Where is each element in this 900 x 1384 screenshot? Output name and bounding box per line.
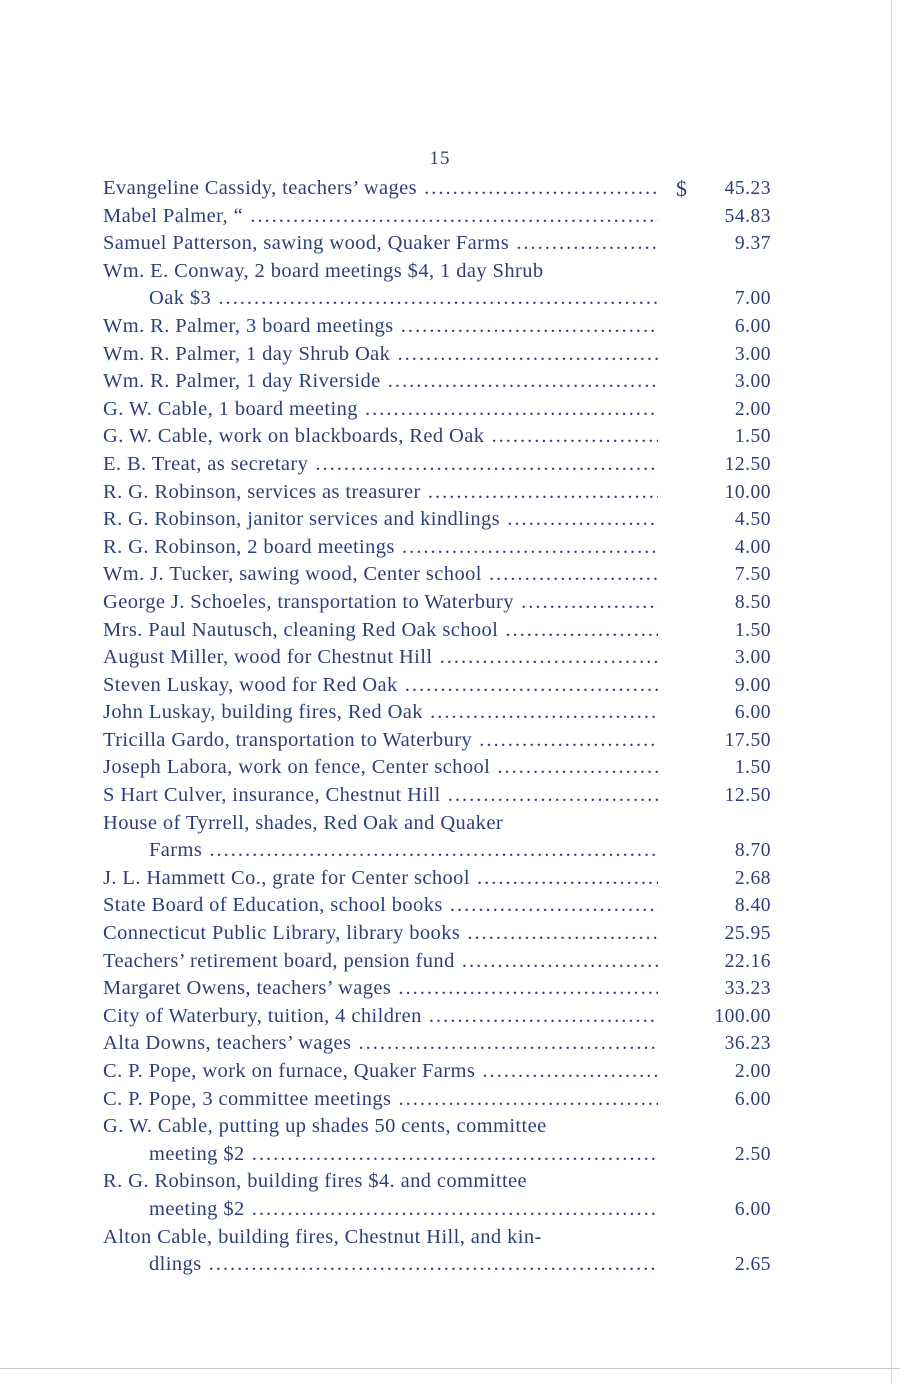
entry-description-text: Wm. J. Tucker, sawing wood, Center school .....: [103, 563, 658, 585]
ledger-entry: [103, 451, 783, 479]
entry-description-text: Steven Luskay, wood for Red Oak .....: [103, 674, 658, 696]
entry-description-text: Mabel Palmer, “ .....: [103, 205, 658, 227]
entry-description-line1: [103, 506, 658, 534]
ledger-entry: [103, 313, 783, 341]
entry-description-line1: G. W. Cable, putting up shades 50 cents, committee: [103, 1115, 547, 1138]
entry-description: [103, 865, 658, 893]
entry-description-line1: [103, 727, 658, 755]
ledger-entry: [103, 644, 783, 672]
ledger-entry: [103, 1086, 783, 1114]
entry-description-line1: [103, 313, 658, 341]
ledger-entry: [103, 506, 783, 534]
entry-description-text: J. L. Hammett Co., grate for Center school .....: [103, 867, 658, 889]
entry-amount: 3.00: [734, 647, 771, 669]
entry-description-line1: [103, 865, 658, 893]
entry-description-text: Teachers’ retirement board, pension fund .....: [103, 950, 658, 972]
entry-description-text: Wm. R. Palmer, 3 board meetings .....: [103, 315, 658, 337]
entry-description-line1: [103, 782, 658, 810]
entry-description-line1: [103, 1058, 658, 1086]
entry-description: [103, 589, 658, 617]
ledger-entry: [103, 617, 783, 645]
entry-description-line1: [103, 920, 658, 948]
entry-description-text: S Hart Culver, insurance, Chestnut Hill .....: [103, 784, 658, 806]
entry-description-text: R. G. Robinson, 2 board meetings .....: [103, 536, 658, 558]
entry-description: [103, 727, 658, 755]
entry-description: [103, 561, 658, 589]
entry-description-line1: Wm. E. Conway, 2 board meetings $4, 1 day Shrub: [103, 259, 544, 282]
entry-description-text: E. B. Treat, as secretary .....: [103, 453, 658, 475]
entry-description-line1: [103, 617, 658, 645]
entry-amount: 4.00: [734, 536, 771, 558]
entry-amount: 2.65: [734, 1254, 771, 1276]
entry-amount: 12.50: [724, 785, 771, 807]
ledger-entry: [103, 1058, 783, 1086]
entry-amount: 45.23: [724, 178, 771, 199]
entry-description-text: dlings .....: [149, 1253, 658, 1275]
ledger-entry: [103, 341, 783, 369]
entry-description-text: George J. Schoeles, transportation to Waterbury .....: [103, 591, 658, 613]
entry-amount: 9.00: [734, 674, 771, 696]
entry-description-line1: [103, 175, 658, 203]
ledger-entry: [103, 534, 783, 562]
entry-description-text: Oak $3 .....: [149, 287, 658, 309]
entry-description: [103, 1030, 658, 1058]
entry-amount: 9.37: [734, 233, 771, 255]
entry-description: [103, 644, 658, 672]
ledger-entry: [103, 1030, 783, 1058]
entry-description: [103, 1003, 658, 1031]
entry-amount: 36.23: [724, 1033, 771, 1055]
entry-amount: 8.70: [734, 840, 771, 862]
ledger-entry: [103, 203, 783, 231]
entry-description: [103, 810, 658, 865]
entry-description: [103, 782, 658, 810]
entry-description-text: R. G. Robinson, services as treasurer .....: [103, 481, 658, 503]
entry-amount: 7.00: [734, 288, 771, 310]
entry-amount: 17.50: [724, 729, 771, 751]
entry-description-line2: [103, 1196, 658, 1224]
entry-description-text: C. P. Pope, 3 committee meetings .....: [103, 1088, 658, 1110]
entry-description-line1: House of Tyrrell, shades, Red Oak and Quaker: [103, 811, 504, 834]
entry-description-line1: [103, 423, 658, 451]
entry-description-text: Evangeline Cassidy, teachers’ wages .....: [103, 177, 658, 199]
entry-description-line1: [103, 479, 658, 507]
entry-description-text: Tricilla Gardo, transportation to Waterbury .....: [103, 729, 658, 751]
entry-amount: 6.00: [734, 1198, 771, 1220]
entry-description: [103, 368, 658, 396]
ledger-entry: [103, 1168, 783, 1223]
entry-description: [103, 451, 658, 479]
entry-description-text: meeting $2 .....: [149, 1143, 658, 1165]
entry-description-line2: [103, 837, 658, 865]
entry-description-text: G. W. Cable, work on blackboards, Red Oak .....: [103, 425, 658, 447]
entry-description-line1: [103, 589, 658, 617]
entry-description-text: meeting $2 .....: [149, 1198, 658, 1220]
entry-description: [103, 1086, 658, 1114]
entry-description: [103, 754, 658, 782]
entry-description: [103, 506, 658, 534]
entry-description-line1: [103, 699, 658, 727]
entry-description: [103, 230, 658, 258]
entry-amount: 4.50: [734, 509, 771, 531]
entry-description-line1: [103, 451, 658, 479]
entry-description-text: Joseph Labora, work on fence, Center school .....: [103, 756, 658, 778]
page-number: 15: [429, 148, 451, 169]
entry-description: [103, 1224, 658, 1279]
entry-amount: 3.00: [734, 343, 771, 365]
entry-amount: 22.16: [724, 950, 771, 972]
ledger-entry: [103, 175, 783, 203]
entry-description-line1: [103, 892, 658, 920]
ledger-entry: [103, 865, 783, 893]
ledger-entry: [103, 368, 783, 396]
ledger-entry: [103, 810, 783, 865]
ledger-entry: [103, 782, 783, 810]
entry-description-text: G. W. Cable, 1 board meeting .....: [103, 398, 658, 420]
entry-amount: 10.00: [724, 481, 771, 503]
entry-description: [103, 975, 658, 1003]
entry-amount: 2.50: [734, 1143, 771, 1165]
entry-description-text: Alta Downs, teachers’ wages .....: [103, 1032, 658, 1054]
entry-description-line1: [103, 948, 658, 976]
entry-amount: 1.50: [734, 426, 771, 448]
entry-description-line2: [103, 1251, 658, 1279]
ledger-entry: [103, 727, 783, 755]
ledger-entry: [103, 230, 783, 258]
entry-amount: 6.00: [734, 1088, 771, 1110]
ledger-entry: [103, 423, 783, 451]
entry-description-line1: R. G. Robinson, building fires $4. and committee: [103, 1170, 528, 1193]
entry-description-line1: [103, 754, 658, 782]
entry-description: [103, 341, 658, 369]
entry-amount: 2.00: [734, 1061, 771, 1082]
entry-description-text: C. P. Pope, work on furnace, Quaker Farms .....: [103, 1060, 658, 1082]
entry-description: [103, 920, 658, 948]
entry-description: [103, 258, 658, 313]
entry-description-line2: [103, 285, 658, 313]
entry-amount: 6.00: [734, 702, 771, 724]
entry-amount: 2.00: [734, 398, 771, 420]
entry-description: [103, 672, 658, 700]
entry-description-line1: [103, 1030, 658, 1058]
entry-description-text: Wm. R. Palmer, 1 day Shrub Oak .....: [103, 343, 658, 365]
entry-description-line1: [103, 396, 658, 424]
entry-amount: 1.50: [734, 757, 771, 779]
entry-description-text: State Board of Education, school books .....: [103, 894, 658, 916]
ledger-entry: [103, 1003, 783, 1031]
entry-description: [103, 175, 658, 203]
entry-description-line1: [103, 1086, 658, 1114]
entry-description-text: August Miller, wood for Chestnut Hill .....: [103, 646, 658, 668]
ledger-entry: [103, 699, 783, 727]
entry-amount: 25.95: [724, 923, 771, 945]
entry-amount: 54.83: [724, 205, 771, 227]
ledger-entry: [103, 975, 783, 1003]
entry-description: [103, 534, 658, 562]
entry-amount: 8.50: [734, 591, 771, 613]
entry-description-line1: Alton Cable, building fires, Chestnut Hill, and kin-: [103, 1225, 542, 1248]
entry-amount: 7.50: [734, 564, 771, 586]
entry-description-text: Samuel Patterson, sawing wood, Quaker Farms .....: [103, 232, 658, 254]
entry-description-line1: [103, 644, 658, 672]
entry-description-text: Connecticut Public Library, library books .....: [103, 922, 658, 944]
entry-description-line1: [103, 561, 658, 589]
entry-description: [103, 617, 658, 645]
entry-amount: 8.40: [734, 895, 771, 917]
entry-amount: 3.00: [734, 371, 771, 393]
page-bottom-edge: [0, 1368, 900, 1369]
ledger-entry: [103, 1113, 783, 1168]
ledger-entry: [103, 948, 783, 976]
entry-description: [103, 699, 658, 727]
entry-amount: 1.50: [734, 619, 771, 641]
entry-description-line1: [103, 230, 658, 258]
entry-description: [103, 1058, 658, 1086]
entry-description-line1: [103, 534, 658, 562]
ledger-entry: [103, 396, 783, 424]
entry-description: [103, 1168, 658, 1223]
ledger-entry: [103, 561, 783, 589]
entry-description-text: Margaret Owens, teachers’ wages .....: [103, 977, 658, 999]
entry-description: [103, 948, 658, 976]
entry-description-line1: [103, 203, 658, 231]
entry-amount: 12.50: [724, 453, 771, 475]
entry-description-line1: [103, 368, 658, 396]
entry-description-text: Farms .....: [149, 839, 658, 861]
ledger-entry: [103, 479, 783, 507]
entry-description-line1: [103, 1003, 658, 1031]
page-right-edge: [891, 0, 892, 1384]
entry-description: [103, 892, 658, 920]
entry-description: [103, 203, 658, 231]
entry-description-line1: [103, 341, 658, 369]
entry-description-text: R. G. Robinson, janitor services and kindlings .....: [103, 508, 658, 530]
ledger-entry: [103, 920, 783, 948]
entry-description: [103, 396, 658, 424]
ledger-entry: [103, 589, 783, 617]
expense-ledger: [103, 175, 783, 1279]
entry-amount: 33.23: [724, 978, 771, 1000]
ledger-entry: [103, 258, 783, 313]
ledger-entry: [103, 892, 783, 920]
ledger-entry: [103, 1224, 783, 1279]
entry-description: [103, 1113, 658, 1168]
entry-description-text: City of Waterbury, tuition, 4 children .....: [103, 1005, 658, 1027]
entry-description-line1: [103, 975, 658, 1003]
entry-amount: 2.68: [734, 867, 771, 889]
entry-description-line1: [103, 672, 658, 700]
entry-description-text: John Luskay, building fires, Red Oak .....: [103, 701, 658, 723]
entry-description-text: Mrs. Paul Nautusch, cleaning Red Oak school .....: [103, 619, 658, 641]
entry-amount: 6.00: [734, 315, 771, 337]
entry-amount: 100.00: [714, 1005, 771, 1027]
entry-description: [103, 479, 658, 507]
entry-description: [103, 313, 658, 341]
entry-description-line2: [103, 1141, 658, 1169]
entry-description: [103, 423, 658, 451]
currency-symbol: $: [676, 176, 687, 201]
ledger-entry: [103, 672, 783, 700]
ledger-entry: [103, 754, 783, 782]
entry-description-text: Wm. R. Palmer, 1 day Riverside .....: [103, 370, 658, 392]
